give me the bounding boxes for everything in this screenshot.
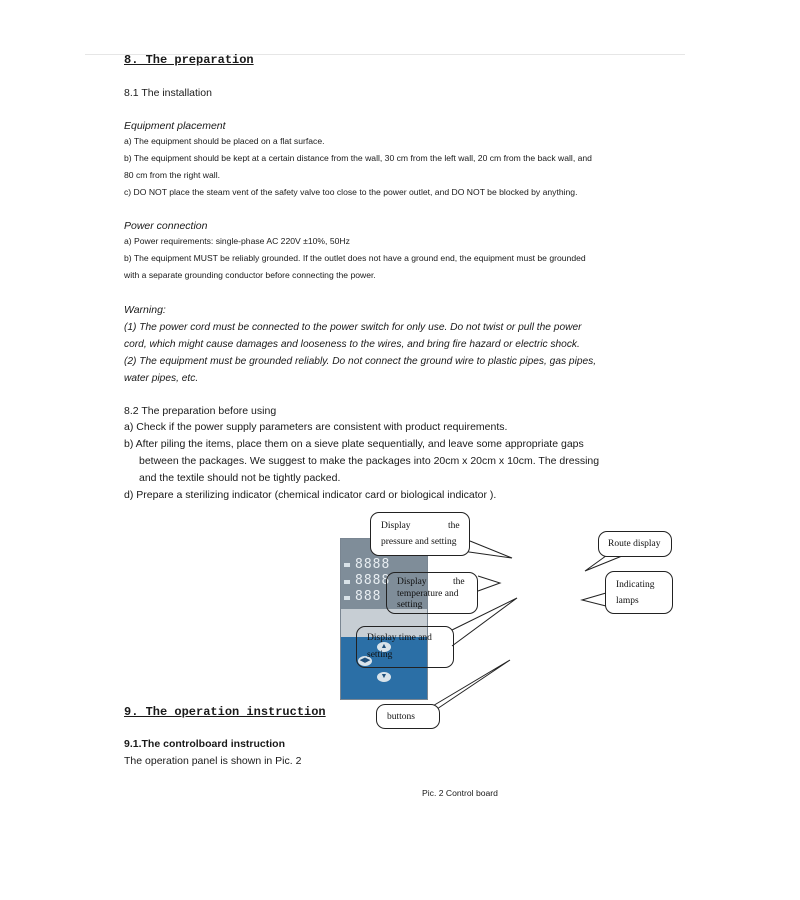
section-9-line: The operation panel is shown in Pic. 2	[124, 755, 302, 767]
subsection-9-1-heading: 9.1.The controlboard instruction	[124, 738, 286, 750]
placement-line: c) DO NOT place the steam vent of the safety valve too close to the power outlet, and DO NOT be blocked by anything.	[124, 187, 578, 197]
indicating-lamps-text-a: Indicating	[616, 580, 655, 590]
subsection-8-2-heading: 8.2 The preparation before using	[124, 405, 277, 417]
power-title: Power connection	[124, 220, 208, 232]
buttons-callout	[376, 704, 440, 729]
placement-line: 80 cm from the right wall.	[124, 170, 220, 180]
section-8-heading: 8. The preparation	[124, 53, 254, 67]
power-line: b) The equipment MUST be reliably grounded. If the outlet does not have a ground end, the equipment must be grounded	[124, 253, 586, 263]
placement-title: Equipment placement	[124, 120, 226, 132]
time-callout-text-a: Display time and	[367, 633, 432, 643]
route-display-text: Route display	[608, 539, 661, 549]
temperature-callout-text-a: Display	[397, 577, 427, 587]
indicating-lamps-text-b: lamps	[616, 596, 639, 606]
prep-line: between the packages. We suggest to make the packages into 20cm x 20cm x 10cm. The dressing	[139, 455, 600, 467]
subsection-8-1-heading: 8.1 The installation	[124, 87, 212, 99]
temperature-digits: 8888	[355, 573, 391, 588]
placement-line: a) The equipment should be placed on a flat surface.	[124, 136, 325, 146]
figure-caption: Pic. 2 Control board	[422, 788, 498, 798]
prep-line: b) After piling the items, place them on a sieve plate sequentially, and leave some appropriate gaps	[124, 438, 584, 450]
time-callout-text-b: setting	[367, 650, 393, 660]
indicating-lamps-callout	[605, 571, 673, 614]
temperature-callout	[386, 572, 478, 614]
temperature-callout-text-d: setting	[397, 600, 423, 610]
pressure-callout-text-c: pressure and setting	[381, 537, 457, 547]
warning-line: (2) The equipment must be grounded reliably. Do not connect the ground wire to plastic pipes, gas pipes,	[124, 356, 597, 367]
pressure-callout	[370, 512, 470, 556]
prep-line: d) Prepare a sterilizing indicator (chemical indicator card or biological indicator ).	[124, 489, 497, 501]
temperature-callout-text-b: the	[453, 577, 465, 587]
power-line: with a separate grounding conductor before connecting the power.	[124, 270, 376, 280]
set-button[interactable]: ◀▶	[359, 657, 371, 664]
temperature-callout-text-c: temperature and	[397, 589, 459, 599]
pressure-digits: 8888	[355, 557, 391, 572]
warning-line: (1) The power cord must be connected to the power switch for only use. Do not twist or pull the power	[124, 322, 582, 333]
pressure-callout-text-a: Display	[381, 521, 411, 531]
time-callout	[356, 626, 454, 668]
buttons-callout-text: buttons	[387, 712, 415, 722]
down-button[interactable]: ▼	[377, 672, 391, 682]
warning-line: water pipes, etc.	[124, 373, 199, 384]
route-display-callout	[598, 531, 672, 557]
power-line: a) Power requirements: single-phase AC 220V ±10%, 50Hz	[124, 236, 350, 246]
prep-line: and the textile should not be tightly packed.	[139, 472, 341, 484]
warning-title: Warning:	[124, 304, 166, 316]
warning-line: cord, which might cause damages and looseness to the wires, and bring fire hazard or electric shock.	[124, 339, 580, 350]
prep-line: a) Check if the power supply parameters are consistent with product requirements.	[124, 421, 508, 433]
pressure-callout-text-b: the	[448, 521, 460, 531]
time-digits: 888	[355, 589, 382, 604]
up-button[interactable]: ▲	[377, 642, 391, 652]
placement-line: b) The equipment should be kept at a certain distance from the wall, 30 cm from the left wall, 20 cm from the back wall, and	[124, 153, 592, 163]
section-9-heading: 9. The operation instruction	[124, 705, 326, 719]
